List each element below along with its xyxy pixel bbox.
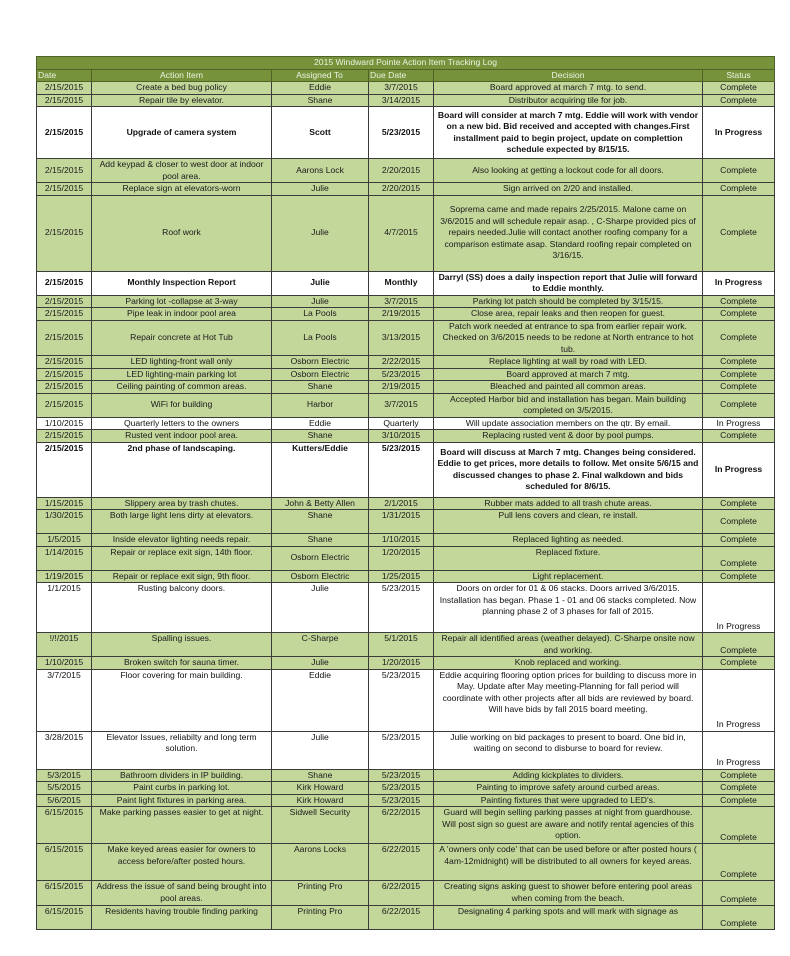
- assigned-to-cell: Osborn Electric: [272, 356, 369, 369]
- decision-cell: Board will consider at march 7 mtg. Eddie will work with vendor on a new bid. Bid received and accepted with changes.First installment paid to begin project, update on complettion schedule expected by 8/15/15.: [434, 107, 703, 159]
- action-item-cell: Both large light lens dirty at elevators.: [92, 510, 272, 534]
- action-item-cell: Floor covering for main building.: [92, 669, 272, 731]
- action-item-cell: Ceiling painting of common areas.: [92, 381, 272, 394]
- due-date-cell: 5/23/2015: [369, 107, 434, 159]
- table-row: [37, 881, 775, 906]
- decision-cell: Eddie acquiring flooring option prices for building to discuss more in May. Update after May meeting-Planning for fall period will coordinate with other projects after all bids are reviewed by board. Will have bids by fall 2015 board meeting.: [434, 669, 703, 731]
- due-date-cell: Quarterly: [369, 417, 434, 430]
- assigned-to-cell: Julie: [272, 583, 369, 633]
- decision-cell: Knob replaced and working.: [434, 657, 703, 670]
- status-cell: Complete: [703, 82, 775, 95]
- assigned-to-cell: Kirk Howard: [272, 782, 369, 795]
- assigned-to-cell: Printing Pro: [272, 881, 369, 906]
- action-item-cell: WiFi for building: [92, 393, 272, 417]
- date-cell: 5/5/2015: [37, 782, 92, 795]
- table-row: [37, 497, 775, 510]
- action-item-cell: Slippery area by trash chutes.: [92, 497, 272, 510]
- table-row: [37, 159, 775, 183]
- column-header-due-date: Due Date: [369, 69, 434, 82]
- date-cell: 1/14/2015: [37, 546, 92, 570]
- column-header-status: Status: [703, 69, 775, 82]
- action-item-cell: Create a bed bug policy: [92, 82, 272, 95]
- due-date-cell: 6/22/2015: [369, 807, 434, 844]
- date-cell: 2/15/2015: [37, 381, 92, 394]
- assigned-to-cell: Shane: [272, 510, 369, 534]
- status-cell: In Progress: [703, 417, 775, 430]
- status-cell: Complete: [703, 195, 775, 271]
- table-row: [37, 320, 775, 356]
- decision-cell: A 'owners only code' that can be used before or after posted hours ( 4am-12midnight) will be distributed to all owners for keyed areas.: [434, 844, 703, 881]
- status-cell: Complete: [703, 534, 775, 547]
- table-row: [37, 183, 775, 196]
- due-date-cell: 2/19/2015: [369, 308, 434, 321]
- decision-cell: Soprema came and made repairs 2/25/2015. Malone came on 3/6/2015 and will schedule repair asap. , C-Sharpe provided pics of repairs needed.Julie will contact another roofing company for a comparison estimate asap. Standard roofing repair completed on 3/16/15.: [434, 195, 703, 271]
- due-date-cell: 2/19/2015: [369, 381, 434, 394]
- date-cell: 1/10/2015: [37, 657, 92, 670]
- date-cell: 2/15/2015: [37, 393, 92, 417]
- status-cell: In Progress: [703, 583, 775, 633]
- due-date-cell: 6/22/2015: [369, 906, 434, 930]
- table-row: [37, 356, 775, 369]
- table-row: [37, 393, 775, 417]
- decision-cell: Sign arrived on 2/20 and installed.: [434, 183, 703, 196]
- table-row: [37, 94, 775, 107]
- assigned-to-cell: Julie: [272, 183, 369, 196]
- date-cell: 3/28/2015: [37, 731, 92, 769]
- status-cell: Complete: [703, 906, 775, 930]
- action-item-cell: Parking lot -collapse at 3-way: [92, 295, 272, 308]
- due-date-cell: 5/23/2015: [369, 368, 434, 381]
- date-cell: 2/15/2015: [37, 107, 92, 159]
- assigned-to-cell: Kirk Howard: [272, 794, 369, 807]
- assigned-to-cell: Shane: [272, 769, 369, 782]
- date-cell: 6/15/2015: [37, 906, 92, 930]
- table-row: [37, 657, 775, 670]
- status-cell: Complete: [703, 633, 775, 657]
- decision-cell: Board approved at march 7 mtg.: [434, 368, 703, 381]
- decision-cell: Creating signs asking guest to shower before entering pool areas when coming from the beach.: [434, 881, 703, 906]
- status-cell: Complete: [703, 570, 775, 583]
- status-cell: In Progress: [703, 271, 775, 295]
- table-row: [37, 782, 775, 795]
- table-row: [37, 633, 775, 657]
- assigned-to-cell: Aarons Locks: [272, 844, 369, 881]
- date-cell: 2/15/2015: [37, 368, 92, 381]
- column-header-decision: Decision: [434, 69, 703, 82]
- status-cell: Complete: [703, 368, 775, 381]
- decision-cell: Painting fixtures that were upgraded to LED's.: [434, 794, 703, 807]
- table-row: [37, 906, 775, 930]
- action-item-cell: Upgrade of camera system: [92, 107, 272, 159]
- decision-cell: Julie working on bid packages to present to board. One bid in, waiting on second to disburse to board for review.: [434, 731, 703, 769]
- decision-cell: Painting to improve safety around curbed areas.: [434, 782, 703, 795]
- action-item-cell: Add keypad & closer to west door at indoor pool area.: [92, 159, 272, 183]
- assigned-to-cell: Julie: [272, 195, 369, 271]
- date-cell: 6/15/2015: [37, 844, 92, 881]
- action-item-cell: Broken switch for sauna timer.: [92, 657, 272, 670]
- due-date-cell: 1/20/2015: [369, 657, 434, 670]
- due-date-cell: 5/23/2015: [369, 583, 434, 633]
- action-item-cell: Elevator Issues, reliabilty and long term solution.: [92, 731, 272, 769]
- status-cell: Complete: [703, 381, 775, 394]
- table-row: [37, 583, 775, 633]
- action-item-cell: 2nd phase of landscaping.: [92, 442, 272, 497]
- action-item-cell: Bathroom dividers in IP building.: [92, 769, 272, 782]
- date-cell: 2/15/2015: [37, 442, 92, 497]
- date-cell: 2/15/2015: [37, 320, 92, 356]
- table-row: [37, 534, 775, 547]
- assigned-to-cell: Eddie: [272, 669, 369, 731]
- status-cell: Complete: [703, 320, 775, 356]
- due-date-cell: 5/23/2015: [369, 669, 434, 731]
- status-cell: Complete: [703, 844, 775, 881]
- assigned-to-cell: Shane: [272, 534, 369, 547]
- action-item-cell: Make keyed areas easier for owners to access before/after posted hours.: [92, 844, 272, 881]
- decision-cell: Replace lighting at wall by road with LED.: [434, 356, 703, 369]
- date-cell: 2/15/2015: [37, 195, 92, 271]
- date-cell: 2/15/2015: [37, 308, 92, 321]
- assigned-to-cell: Osborn Electric: [272, 546, 369, 570]
- action-item-cell: Paint curbs in parking lot.: [92, 782, 272, 795]
- assigned-to-cell: La Pools: [272, 320, 369, 356]
- status-cell: Complete: [703, 159, 775, 183]
- decision-cell: Light replacement.: [434, 570, 703, 583]
- decision-cell: Parking lot patch should be completed by 3/15/15.: [434, 295, 703, 308]
- column-header-date: Date: [37, 69, 92, 82]
- status-cell: Complete: [703, 807, 775, 844]
- action-item-tracking-table: [36, 56, 774, 930]
- assigned-to-cell: Harbor: [272, 393, 369, 417]
- date-cell: !/!/2015: [37, 633, 92, 657]
- status-cell: Complete: [703, 183, 775, 196]
- date-cell: 1/15/2015: [37, 497, 92, 510]
- assigned-to-cell: Kutters/Eddie: [272, 442, 369, 497]
- action-item-cell: Quarterly letters to the owners: [92, 417, 272, 430]
- status-cell: Complete: [703, 497, 775, 510]
- due-date-cell: 3/7/2015: [369, 393, 434, 417]
- action-item-cell: Pipe leak in indoor pool area: [92, 308, 272, 321]
- due-date-cell: Monthly: [369, 271, 434, 295]
- decision-cell: Distributor acquiring tile for job.: [434, 94, 703, 107]
- table-row: [37, 510, 775, 534]
- action-item-cell: Address the issue of sand being brought into pool areas.: [92, 881, 272, 906]
- table-row: [37, 807, 775, 844]
- due-date-cell: 2/20/2015: [369, 159, 434, 183]
- date-cell: 5/3/2015: [37, 769, 92, 782]
- date-cell: 2/15/2015: [37, 82, 92, 95]
- due-date-cell: 4/7/2015: [369, 195, 434, 271]
- table-row: [37, 546, 775, 570]
- table-row: [37, 195, 775, 271]
- action-item-cell: Spalling issues.: [92, 633, 272, 657]
- status-cell: In Progress: [703, 107, 775, 159]
- status-cell: Complete: [703, 769, 775, 782]
- assigned-to-cell: Shane: [272, 94, 369, 107]
- decision-cell: Designating 4 parking spots and will mark with signage as: [434, 906, 703, 930]
- table-row: [37, 381, 775, 394]
- date-cell: 2/15/2015: [37, 271, 92, 295]
- assigned-to-cell: Osborn Electric: [272, 368, 369, 381]
- decision-cell: Bleached and painted all common areas.: [434, 381, 703, 394]
- assigned-to-cell: Osborn Electric: [272, 570, 369, 583]
- status-cell: Complete: [703, 393, 775, 417]
- due-date-cell: 3/13/2015: [369, 320, 434, 356]
- assigned-to-cell: Eddie: [272, 82, 369, 95]
- table-row: [37, 368, 775, 381]
- date-cell: 6/15/2015: [37, 881, 92, 906]
- table-title: 2015 Windward Pointe Action Item Tracking Log: [37, 57, 775, 70]
- action-item-cell: LED lighting-main parking lot: [92, 368, 272, 381]
- due-date-cell: 2/20/2015: [369, 183, 434, 196]
- table-row: [37, 430, 775, 443]
- due-date-cell: 5/23/2015: [369, 794, 434, 807]
- assigned-to-cell: John & Betty Allen: [272, 497, 369, 510]
- decision-cell: Replaced lighting as needed.: [434, 534, 703, 547]
- table-row: [37, 731, 775, 769]
- status-cell: Complete: [703, 430, 775, 443]
- due-date-cell: 3/14/2015: [369, 94, 434, 107]
- action-item-cell: Repair concrete at Hot Tub: [92, 320, 272, 356]
- due-date-cell: 1/31/2015: [369, 510, 434, 534]
- due-date-cell: 1/20/2015: [369, 546, 434, 570]
- decision-cell: Board approved at march 7 mtg. to send.: [434, 82, 703, 95]
- date-cell: 2/15/2015: [37, 183, 92, 196]
- date-cell: 6/15/2015: [37, 807, 92, 844]
- assigned-to-cell: Julie: [272, 295, 369, 308]
- table-row: [37, 442, 775, 497]
- decision-cell: Darryl (SS) does a daily inspection report that Julie will forward to Eddie monthly.: [434, 271, 703, 295]
- status-cell: Complete: [703, 308, 775, 321]
- decision-cell: Rubber mats added to all trash chute areas.: [434, 497, 703, 510]
- date-cell: 2/15/2015: [37, 159, 92, 183]
- due-date-cell: 6/22/2015: [369, 881, 434, 906]
- due-date-cell: 1/25/2015: [369, 570, 434, 583]
- decision-cell: Replaced fixture.: [434, 546, 703, 570]
- action-item-cell: Inside elevator lighting needs repair.: [92, 534, 272, 547]
- status-cell: Complete: [703, 782, 775, 795]
- decision-cell: Pull lens covers and clean, re install.: [434, 510, 703, 534]
- action-item-cell: Rusted vent indoor pool area.: [92, 430, 272, 443]
- assigned-to-cell: La Pools: [272, 308, 369, 321]
- assigned-to-cell: Scott: [272, 107, 369, 159]
- decision-cell: Accepted Harbor bid and installation has began. Main building completed on 3/5/2015.: [434, 393, 703, 417]
- date-cell: 1/30/2015: [37, 510, 92, 534]
- assigned-to-cell: Aarons Lock: [272, 159, 369, 183]
- decision-cell: Will update association members on the qtr. By email.: [434, 417, 703, 430]
- status-cell: Complete: [703, 657, 775, 670]
- decision-cell: Close area, repair leaks and then reopen for guest.: [434, 308, 703, 321]
- date-cell: 1/19/2015: [37, 570, 92, 583]
- date-cell: 1/10/2015: [37, 417, 92, 430]
- due-date-cell: 3/7/2015: [369, 82, 434, 95]
- action-item-cell: Make parking passes easier to get at night.: [92, 807, 272, 844]
- assigned-to-cell: Shane: [272, 430, 369, 443]
- action-item-cell: Replace sign at elevators-worn: [92, 183, 272, 196]
- action-item-cell: Repair or replace exit sign, 14th floor.: [92, 546, 272, 570]
- date-cell: 5/6/2015: [37, 794, 92, 807]
- decision-cell: Also looking at getting a lockout code for all doors.: [434, 159, 703, 183]
- action-item-cell: Paint light fixtures in parking area.: [92, 794, 272, 807]
- action-item-cell: Rusting balcony doors.: [92, 583, 272, 633]
- assigned-to-cell: Printing Pro: [272, 906, 369, 930]
- due-date-cell: 5/23/2015: [369, 442, 434, 497]
- table-row: [37, 570, 775, 583]
- action-item-cell: Residents having trouble finding parking: [92, 906, 272, 930]
- assigned-to-cell: C-Sharpe: [272, 633, 369, 657]
- column-header-assigned-to: Assigned To: [272, 69, 369, 82]
- date-cell: 2/15/2015: [37, 94, 92, 107]
- status-cell: Complete: [703, 510, 775, 534]
- table-row: [37, 107, 775, 159]
- decision-cell: Doors on order for 01 & 06 stacks. Doors arrived 3/6/2015. Installation has began. Phase 1 - 01 and 06 stacks completed. Now planning phase 2 of 3 phases for fall of 2015.: [434, 583, 703, 633]
- due-date-cell: 5/23/2015: [369, 731, 434, 769]
- column-header-action-item: Action Item: [92, 69, 272, 82]
- status-cell: In Progress: [703, 442, 775, 497]
- decision-cell: Patch work needed at entrance to spa from earlier repair work. Checked on 3/6/2015 needs to be redone at North entrance to hot tub.: [434, 320, 703, 356]
- decision-cell: Adding kickplates to dividers.: [434, 769, 703, 782]
- assigned-to-cell: Julie: [272, 271, 369, 295]
- status-cell: In Progress: [703, 731, 775, 769]
- action-item-cell: Roof work: [92, 195, 272, 271]
- action-item-cell: Monthly Inspection Report: [92, 271, 272, 295]
- action-item-cell: LED lighting-front wall only: [92, 356, 272, 369]
- status-cell: Complete: [703, 794, 775, 807]
- date-cell: 2/15/2015: [37, 356, 92, 369]
- assigned-to-cell: Eddie: [272, 417, 369, 430]
- action-item-cell: Repair or replace exit sign, 9th floor.: [92, 570, 272, 583]
- table-row: [37, 82, 775, 95]
- due-date-cell: 5/23/2015: [369, 769, 434, 782]
- decision-cell: Board will discuss at March 7 mtg. Changes being considered. Eddie to get prices, more details to follow. Met onsite 5/6/15 and discussed changes to phase 2. Final walkdown and bids scheduled for 8/6/15.: [434, 442, 703, 497]
- assigned-to-cell: Sidwell Security: [272, 807, 369, 844]
- assigned-to-cell: Shane: [272, 381, 369, 394]
- table-row: [37, 669, 775, 731]
- due-date-cell: 3/10/2015: [369, 430, 434, 443]
- date-cell: 1/1/2015: [37, 583, 92, 633]
- table-row: [37, 295, 775, 308]
- table-row: [37, 769, 775, 782]
- due-date-cell: 5/1/2015: [369, 633, 434, 657]
- status-cell: Complete: [703, 295, 775, 308]
- date-cell: 2/15/2015: [37, 430, 92, 443]
- due-date-cell: 2/22/2015: [369, 356, 434, 369]
- date-cell: 2/15/2015: [37, 295, 92, 308]
- status-cell: Complete: [703, 546, 775, 570]
- due-date-cell: 2/1/2015: [369, 497, 434, 510]
- table-row: [37, 271, 775, 295]
- date-cell: 3/7/2015: [37, 669, 92, 731]
- table-row: [37, 794, 775, 807]
- status-cell: Complete: [703, 881, 775, 906]
- due-date-cell: 1/10/2015: [369, 534, 434, 547]
- due-date-cell: 6/22/2015: [369, 844, 434, 881]
- decision-cell: Repair all identified areas (weather delayed). C-Sharpe onsite now and working.: [434, 633, 703, 657]
- decision-cell: Replacing rusted vent & door by pool pumps.: [434, 430, 703, 443]
- due-date-cell: 5/23/2015: [369, 782, 434, 795]
- status-cell: In Progress: [703, 669, 775, 731]
- decision-cell: Guard will begin selling parking passes at night from guardhouse. Will post sign so guest are aware and notify rental agencies of this option.: [434, 807, 703, 844]
- table-row: [37, 417, 775, 430]
- date-cell: 1/5/2015: [37, 534, 92, 547]
- assigned-to-cell: Julie: [272, 731, 369, 769]
- status-cell: Complete: [703, 94, 775, 107]
- status-cell: Complete: [703, 356, 775, 369]
- due-date-cell: 3/7/2015: [369, 295, 434, 308]
- table-row: [37, 308, 775, 321]
- action-item-cell: Repair tile by elevator.: [92, 94, 272, 107]
- assigned-to-cell: Julie: [272, 657, 369, 670]
- table-row: [37, 844, 775, 881]
